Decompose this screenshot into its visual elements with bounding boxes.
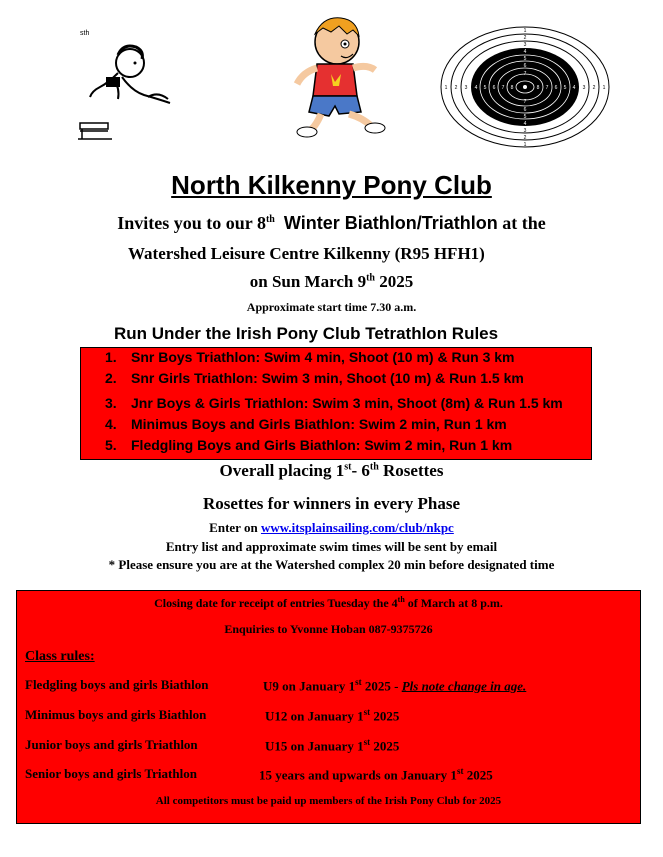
svg-text:7: 7 bbox=[501, 85, 505, 91]
event-num: 4. bbox=[105, 416, 117, 432]
svg-text:8: 8 bbox=[536, 85, 540, 91]
svg-text:5: 5 bbox=[523, 114, 527, 120]
page-title: North Kilkenny Pony Club bbox=[171, 170, 492, 200]
class-rules-label: Class rules: bbox=[25, 649, 95, 664]
arrival-note: * Please ensure you are at the Watershed complex 20 min before designated time bbox=[108, 557, 555, 572]
swimmer-icon bbox=[78, 25, 178, 145]
membership-note: All competitors must be paid up members of the Irish Pony Club for 2025 bbox=[155, 795, 502, 807]
class-rule-sup: st bbox=[363, 737, 371, 747]
event-text: Minimus Boys and Girls Biathlon: Swim 2 min, Run 1 km bbox=[131, 416, 507, 432]
class-row-minimus bbox=[25, 707, 400, 724]
class-rule bbox=[263, 677, 526, 694]
svg-text:2: 2 bbox=[592, 85, 596, 91]
svg-text:1: 1 bbox=[523, 142, 527, 148]
svg-text:3: 3 bbox=[582, 85, 586, 91]
class-rule-suffix: 2025 - bbox=[364, 678, 399, 694]
overall-prefix: Overall placing 1 bbox=[219, 461, 345, 480]
svg-text:1: 1 bbox=[602, 85, 606, 91]
svg-text:8: 8 bbox=[510, 85, 514, 91]
svg-text:2: 2 bbox=[454, 85, 458, 91]
class-rule bbox=[259, 766, 493, 783]
entry-list-note: Entry list and approximate swim times will be sent by email bbox=[165, 539, 498, 554]
class-name: Fledgling boys and girls Biathlon bbox=[25, 677, 209, 692]
overall-sup1: st bbox=[344, 461, 352, 473]
overall-sup2: th bbox=[369, 461, 379, 473]
info-box bbox=[16, 590, 641, 824]
overall-suffix: Rosettes bbox=[383, 461, 444, 480]
rosettes-line: Rosettes for winners in every Phase bbox=[202, 494, 460, 513]
date-line bbox=[0, 272, 663, 292]
start-time: Approximate start time 7.30 a.m. bbox=[246, 300, 417, 314]
svg-text:5: 5 bbox=[483, 85, 487, 91]
event-item-4 bbox=[105, 416, 507, 432]
invite-suffix: at the bbox=[502, 213, 546, 233]
class-rule-sup: st bbox=[456, 766, 464, 776]
overall-mid: - 6 bbox=[351, 461, 370, 480]
event-num: 1. bbox=[105, 349, 117, 365]
svg-text:4: 4 bbox=[572, 85, 576, 91]
svg-text:5: 5 bbox=[563, 85, 567, 91]
class-rule-sup: st bbox=[355, 677, 362, 687]
class-rule bbox=[265, 707, 399, 724]
event-item-1 bbox=[105, 349, 515, 365]
class-row-fledgling bbox=[25, 677, 527, 694]
class-rule-prefix: U12 on January 1 bbox=[265, 708, 364, 724]
svg-text:7: 7 bbox=[523, 71, 527, 77]
event-num: 2. bbox=[105, 370, 117, 386]
date-sup: th bbox=[366, 272, 375, 284]
entry-link[interactable]: www.itsplainsailing.com/club/nkpc bbox=[260, 520, 454, 535]
event-item-5 bbox=[105, 437, 512, 453]
event-text: Snr Girls Triathlon: Swim 3 min, Shoot (10 m) & Run 1.5 km bbox=[131, 370, 524, 386]
svg-text:6: 6 bbox=[523, 107, 527, 113]
class-rule bbox=[265, 737, 399, 754]
event-num: 5. bbox=[105, 437, 117, 453]
closing-suffix: of March at 8 p.m. bbox=[407, 596, 503, 610]
svg-text:6: 6 bbox=[554, 85, 558, 91]
date-prefix: on Sun March 9 bbox=[249, 272, 367, 291]
svg-text:2: 2 bbox=[523, 35, 527, 41]
svg-text:6: 6 bbox=[492, 85, 496, 91]
svg-text:3: 3 bbox=[523, 42, 527, 48]
closing-prefix: Closing date for receipt of entries Tuesday the 4 bbox=[154, 596, 398, 610]
class-rule-sup: st bbox=[363, 707, 371, 717]
runner-boy-icon bbox=[283, 12, 395, 140]
class-name: Minimus boys and girls Biathlon bbox=[25, 707, 207, 722]
class-rule-suffix: 2025 bbox=[373, 708, 400, 724]
class-row-senior bbox=[25, 766, 493, 783]
class-rule-prefix: U15 on January 1 bbox=[265, 738, 364, 754]
enquiries: Enquiries to Yvonne Hoban 087-9375726 bbox=[224, 622, 433, 636]
class-row-junior bbox=[25, 737, 400, 754]
shooting-target-icon bbox=[440, 26, 610, 148]
events-box bbox=[80, 347, 592, 460]
class-name: Junior boys and girls Triathlon bbox=[25, 737, 198, 752]
class-rule-suffix: 2025 bbox=[373, 738, 400, 754]
svg-text:4: 4 bbox=[523, 121, 527, 127]
event-text: Fledgling Boys and Girls Biathlon: Swim 2 min, Run 1 km bbox=[131, 437, 513, 453]
enter-line bbox=[0, 520, 663, 536]
enter-label: Enter on bbox=[209, 520, 258, 535]
svg-text:1: 1 bbox=[444, 85, 448, 91]
class-rule-prefix: 15 years and upwards on January 1 bbox=[259, 767, 457, 783]
class-name: Senior boys and girls Triathlon bbox=[25, 766, 197, 781]
svg-text:2: 2 bbox=[523, 135, 527, 141]
svg-text:7: 7 bbox=[523, 99, 527, 105]
class-rule-prefix: U9 on January 1 bbox=[263, 678, 356, 694]
rules-heading: Run Under the Irish Pony Club Tetrathlon Rules bbox=[114, 324, 499, 343]
invite-line bbox=[0, 213, 663, 234]
invite-prefix: Invites you to our 8 bbox=[117, 213, 266, 233]
svg-text:3: 3 bbox=[464, 85, 468, 91]
svg-text:sth: sth bbox=[80, 30, 90, 37]
date-suffix: 2025 bbox=[379, 272, 414, 291]
svg-text:5: 5 bbox=[523, 56, 527, 62]
svg-text:6: 6 bbox=[523, 63, 527, 69]
svg-text:4: 4 bbox=[474, 85, 478, 91]
invite-event: Winter Biathlon/Triathlon bbox=[283, 213, 498, 233]
class-rule-suffix: 2025 bbox=[466, 767, 493, 783]
event-num: 3. bbox=[105, 395, 117, 411]
svg-text:4: 4 bbox=[523, 49, 527, 55]
svg-text:7: 7 bbox=[545, 85, 549, 91]
closing-sup: th bbox=[397, 595, 405, 604]
venue-line: Watershed Leisure Centre Kilkenny (R95 HFH1) bbox=[128, 244, 485, 263]
event-item-3 bbox=[105, 395, 563, 411]
event-item-2 bbox=[105, 370, 524, 386]
event-text: Jnr Boys & Girls Triathlon: Swim 3 min, Shoot (8m) & Run 1.5 km bbox=[131, 395, 563, 411]
overall-placing bbox=[0, 461, 663, 481]
age-change-note: Pls note change in age. bbox=[401, 678, 527, 694]
event-text: Snr Boys Triathlon: Swim 4 min, Shoot (10 m) & Run 3 km bbox=[131, 349, 515, 365]
svg-text:3: 3 bbox=[523, 128, 527, 134]
invite-sup: th bbox=[265, 214, 275, 225]
svg-text:1: 1 bbox=[523, 28, 527, 34]
closing-date bbox=[17, 595, 640, 611]
